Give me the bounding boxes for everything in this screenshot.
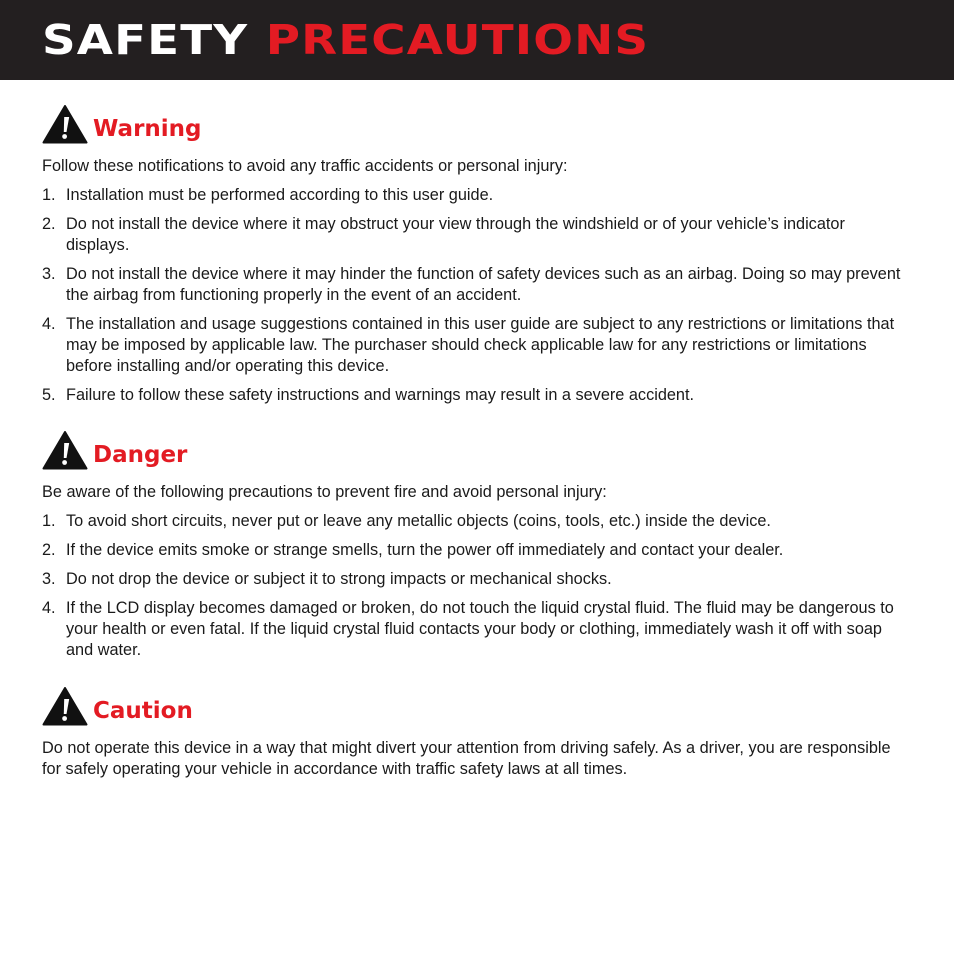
item-text: Installation must be performed according to this user guide. [66,186,494,204]
danger-list [42,511,908,661]
item-text: Failure to follow these safety instructions and warnings may result in a severe accident. [66,386,695,404]
danger-list-item [42,598,908,661]
item-number: 3. [42,570,56,588]
item-number: 2. [42,215,56,233]
item-text: If the device emits smoke or strange smells, turn the power off immediately and contact your dealer. [66,541,784,559]
item-text: The installation and usage suggestions contained in this user guide are subject to any restrictions or limitations that may be imposed by applicable law. The purchaser should check applicable law for any restrictions or limitations before installing and/or operating this device. [66,315,895,375]
warning-intro: Follow these notifications to avoid any traffic accidents or personal injury: [42,157,568,175]
item-number: 4. [42,315,56,333]
danger-heading [42,430,908,472]
page-title-part1: SAFETY [42,16,249,64]
caution-heading-label: Caution [93,698,193,724]
warning-heading-label: Warning [93,116,202,142]
header-bar [0,0,954,80]
caution-section [42,686,908,780]
caution-body: Do not operate this device in a way that might divert your attention from driving safely. As a driver, you are responsible for safely operating your vehicle in accordance with traffic safety laws at all times. [42,739,891,778]
item-number: 1. [42,512,56,530]
warning-triangle-icon [42,686,88,726]
item-text: Do not drop the device or subject it to strong impacts or mechanical shocks. [66,570,612,588]
item-number: 5. [42,386,56,404]
danger-intro: Be aware of the following precautions to prevent fire and avoid personal injury: [42,483,607,501]
item-number: 4. [42,599,56,617]
item-text: Do not install the device where it may hinder the function of safety devices such as an airbag. Doing so may prevent the airbag from functioning properly in the event of an accident. [66,265,901,304]
warning-list-item [42,185,908,206]
warning-heading [42,104,908,146]
danger-section [42,430,908,661]
warning-list-item [42,314,908,377]
danger-heading-label: Danger [93,442,188,468]
warning-list-item [42,214,908,256]
page-title [42,17,649,63]
page-title-part2: PRECAUTIONS [265,16,650,64]
item-number: 3. [42,265,56,283]
item-text: To avoid short circuits, never put or leave any metallic objects (coins, tools, etc.) inside the device. [66,512,771,530]
warning-triangle-icon [42,104,88,144]
danger-list-item [42,540,908,561]
danger-list-item [42,569,908,590]
item-text: Do not install the device where it may obstruct your view through the windshield or of your vehicle’s indicator displays. [66,215,845,254]
warning-triangle-icon [42,430,88,470]
item-text: If the LCD display becomes damaged or broken, do not touch the liquid crystal fluid. The fluid may be dangerous to your health or even fatal. If the liquid crystal fluid contacts your body or clothing, immediately wash it off with soap and water. [66,599,894,659]
item-number: 2. [42,541,56,559]
item-number: 1. [42,186,56,204]
warning-list [42,185,908,406]
danger-list-item [42,511,908,532]
warning-list-item [42,385,908,406]
caution-heading [42,686,908,728]
warning-section [42,104,908,406]
warning-list-item [42,264,908,306]
